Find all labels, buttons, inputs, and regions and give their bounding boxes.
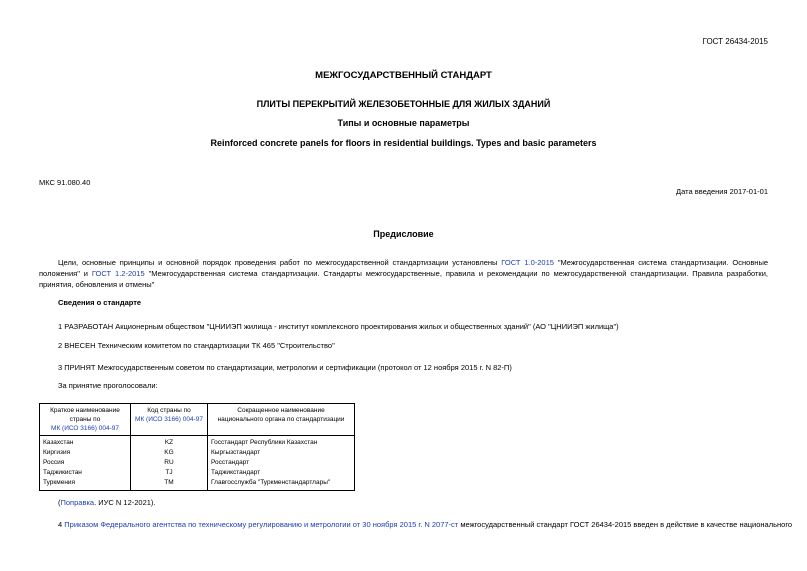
standard-info-heading: Сведения о стандарте: [58, 298, 142, 307]
document-id: ГОСТ 26434-2015: [702, 37, 768, 46]
table-row: [40, 448, 355, 458]
p1-text-end: "Межгосударственная система стандартизации. Стандарты межгосударственные, правила и рекомендации по межгосударственной стандартизации. Правила разработки, принятия, обновления и отмены": [39, 269, 768, 289]
code-cell: KZ: [131, 436, 208, 449]
table-row: [40, 458, 355, 468]
country-cell: Россия: [40, 458, 131, 468]
body-cell: Кыргызстандарт: [208, 448, 355, 458]
table-row: [40, 478, 355, 491]
item-developed: 1 РАЗРАБОТАН Акционерным обществом "ЦНИИЭП жилища - институт комплексного проектирования жилых и общественных зданий" (АО "ЦНИИЭП жилища"): [58, 322, 619, 331]
mk-iso-link[interactable]: МК (ИСО 3166) 004-97: [51, 425, 119, 432]
body-cell: Таджикстандарт: [208, 468, 355, 478]
mk-iso-link[interactable]: МК (ИСО 3166) 004-97: [135, 416, 203, 423]
table-header-row: [40, 404, 355, 436]
preface-paragraph: [39, 257, 768, 290]
standard-type: МЕЖГОСУДАРСТВЕННЫЙ СТАНДАРТ: [315, 70, 492, 81]
amendment-note: (Поправка. ИУС N 12-2021).: [58, 498, 156, 507]
header-country: Краткое наименование страны по МК (ИСО 3166) 004-97: [40, 404, 131, 436]
body-cell: Росстандарт: [208, 458, 355, 468]
intro-date: Дата введения 2017-01-01: [676, 187, 768, 196]
code-cell: TJ: [131, 468, 208, 478]
item-enacted: 4 Приказом Федерального агентства по техническому регулированию и метрологии от 30 ноября 2015 г. N 2077-ст межгосударственный стандарт ГОСТ 26434-2015 введен в действие в качестве национального: [58, 520, 793, 529]
preface-heading: Предисловие: [373, 229, 434, 239]
table-row: [40, 468, 355, 478]
gost-1-0-link[interactable]: ГОСТ 1.0-2015: [501, 258, 554, 267]
body-cell: Главгосслужба "Туркменстандартлары": [208, 478, 355, 491]
rosstandart-order-link[interactable]: Приказом Федерального агентства по техническому регулированию и метрологии от 30 ноября 2015 г. N 2077-ст: [64, 520, 459, 529]
gost-1-2-link[interactable]: ГОСТ 1.2-2015: [91, 269, 145, 278]
code-cell: TM: [131, 478, 208, 491]
voted-label: За принятие проголосовали:: [58, 381, 158, 390]
mks-code: МКС 91.080.40: [39, 178, 91, 187]
country-cell: Казахстан: [40, 436, 131, 449]
body-cell: Госстандарт Республики Казахстан: [208, 436, 355, 449]
header-body: Сокращенное наименование национального органа по стандартизации: [208, 404, 355, 436]
code-cell: KG: [131, 448, 208, 458]
p1-text-start: Цели, основные принципы и основной порядок проведения работ по межгосударственной стандартизации установлены: [58, 258, 498, 267]
p1-text-mid: "Межгосударственная система стандартизации. Основные положения" и: [39, 258, 769, 278]
document-title: ПЛИТЫ ПЕРЕКРЫТИЙ ЖЕЛЕЗОБЕТОННЫЕ ДЛЯ ЖИЛЫХ ЗДАНИЙ: [256, 99, 551, 109]
amendment-link[interactable]: Поправка: [60, 498, 95, 507]
votes-table: [39, 403, 355, 491]
header-code: Код страны по МК (ИСО 3166) 004-97: [131, 404, 208, 436]
item-submitted: 2 ВНЕСЕН Техническим комитетом по стандартизации ТК 465 "Строительство": [58, 341, 335, 350]
item-adopted: 3 ПРИНЯТ Межгосударственным советом по стандартизации, метрологии и сертификации (протокол от 12 ноября 2015 г. N 82-П): [58, 363, 512, 372]
document-subtitle: Типы и основные параметры: [337, 118, 470, 128]
country-cell: Киргизия: [40, 448, 131, 458]
document-title-english: Reinforced concrete panels for floors in residential buildings. Types and basic parameters: [210, 138, 597, 148]
code-cell: RU: [131, 458, 208, 468]
country-cell: Таджикистан: [40, 468, 131, 478]
country-cell: Туркмения: [40, 478, 131, 491]
table-row: [40, 436, 355, 449]
